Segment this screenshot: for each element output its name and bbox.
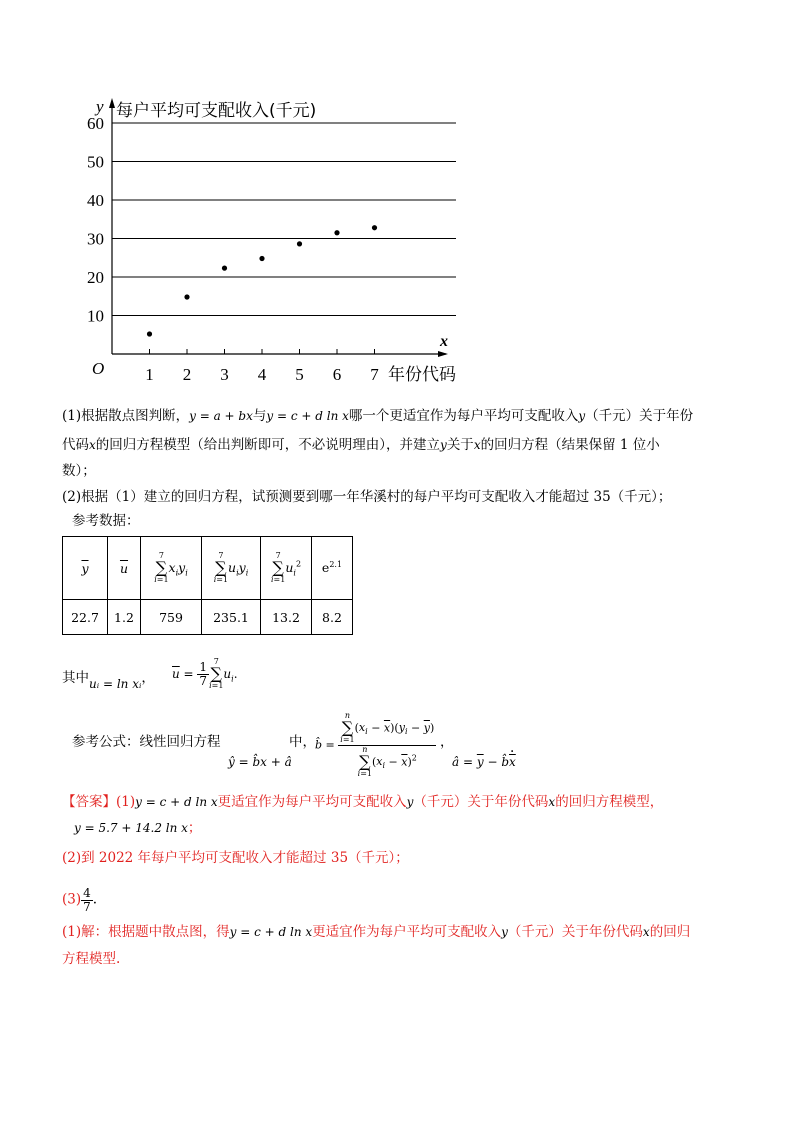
answer-tag: 【答案】: [62, 794, 116, 810]
x-tick-label: 7: [370, 365, 379, 384]
answer-part-3: (3): [62, 891, 82, 908]
solution-text-b: 更适宜作为每户平均可支配收入: [312, 924, 502, 940]
var-y: y: [501, 925, 508, 939]
y-tick-label: 20: [87, 268, 104, 287]
x-tick-label: 3: [220, 365, 229, 384]
y-tick-label: 60: [87, 114, 104, 133]
y-tick-label: 30: [87, 229, 104, 249]
y-axis-letter: y: [96, 97, 104, 116]
y-tick-label: 10: [87, 306, 104, 326]
formula-log-model: y = c + d ln x: [229, 925, 313, 939]
data-point: [147, 331, 152, 336]
answer-line-3: [62, 887, 97, 913]
where-text-c: .: [233, 666, 238, 681]
formula-log-model: y = c + d ln x: [266, 409, 349, 423]
table-header-row: [63, 537, 353, 600]
x-axis-title: 年份代码: [388, 365, 456, 385]
solution-text-a: (1)解：根据题中散点图，得: [62, 924, 230, 940]
answer-part-3-end: .: [92, 891, 98, 908]
x-tick-label: 5: [295, 365, 304, 384]
table-value-row: [63, 600, 353, 635]
table-cell: 1.2: [108, 600, 141, 635]
table-cell: 8.2: [312, 600, 353, 635]
var-y: y: [578, 409, 586, 423]
x-tick-label: 4: [257, 365, 267, 384]
q1-text-g: 关于: [446, 437, 474, 453]
header-sum-uy: 7 ∑ i=1 $u_iy_i$: [202, 537, 261, 600]
y-tick-label: 40: [87, 191, 104, 210]
answer-eq-end: ；: [187, 820, 202, 836]
formula-u-bar-def: $\overline{u}$ = $\frac{1}{7}$ 7 ∑ i=1 $u_i$.: [172, 657, 238, 691]
grid-lines: [112, 123, 456, 316]
q1-text-b: 与: [252, 408, 267, 424]
answer-text-1: 更适宜作为每户平均可支配收入: [217, 794, 407, 810]
y-axis-arrow: [109, 98, 115, 108]
origin-label: O: [92, 359, 105, 378]
table-cell: 759: [141, 600, 202, 635]
var-x: x: [89, 438, 96, 452]
x-axis-arrow: [438, 351, 448, 357]
header-u-bar: [108, 537, 141, 600]
y-axis-title: 每户平均可支配收入(千元): [116, 101, 317, 121]
answer-line-1: [62, 796, 663, 810]
table-cell: 22.7: [63, 600, 108, 635]
data-point: [259, 256, 264, 261]
reference-data-label: 参考数据：: [72, 513, 140, 529]
solution-text-d: 的回归: [649, 924, 691, 940]
answer-line-2: (2)到 2022 年每户平均可支配收入才能超过 35（千元）；: [62, 850, 409, 866]
solution-line-1: [62, 926, 690, 940]
x-tick-label: 2: [182, 365, 192, 384]
axis-labels: [92, 97, 456, 385]
scatter-chart: [80, 88, 480, 388]
answer-text-2: （千元）关于年份代码: [413, 794, 549, 810]
var-y: y: [406, 795, 414, 809]
table-cell: 13.2: [261, 600, 312, 635]
solution-text-c: （千元）关于年份代码: [507, 924, 643, 940]
formula-linear-model: y = a + bx: [189, 409, 253, 423]
data-point: [334, 230, 339, 235]
u-bar: $\overline{u}$: [119, 560, 129, 576]
q1-text-c: 哪一个更适宜作为每户平均可支配收入: [348, 408, 579, 424]
axes: [109, 98, 448, 357]
formula-text-d: .: [510, 740, 515, 756]
data-points: [147, 225, 377, 336]
formula-text-c: ，: [440, 734, 454, 750]
where-text-a: 其中: [62, 670, 89, 686]
formula-u-def: uᵢ = ln xᵢ: [89, 677, 142, 691]
data-point: [184, 294, 189, 299]
q1-text-e: 代码: [62, 437, 89, 453]
header-e-power: $e^{2.1}$: [312, 537, 353, 600]
frac-numerator: 4: [83, 886, 91, 900]
where-line: [62, 670, 155, 691]
formula-log-model: y = c + d ln x: [135, 795, 218, 809]
formula-a-hat: â = $\overline{y}$ − $b̂\overline{x}$: [452, 755, 516, 769]
header-sum-u2: 7 ∑ i=1 $u_i^2$: [261, 537, 312, 600]
q1-text-d: （千元）关于年份: [585, 408, 694, 424]
answer-equation: [74, 822, 201, 836]
var-x: x: [548, 795, 556, 809]
var-x: x: [473, 438, 481, 452]
data-point: [372, 225, 377, 230]
solution-line-2: 方程模型.: [62, 951, 121, 967]
x-tick-label: 1: [145, 365, 154, 384]
question-2: (2)根据（1）建立的回归方程，试预测要到哪一年华溪村的每户平均可支配收入才能超过 35（千元）；: [62, 489, 672, 505]
data-point: [297, 241, 302, 246]
q1-text-a: (1)根据散点图判断，: [62, 408, 190, 424]
formula-label: 参考公式：线性回归方程: [72, 734, 221, 750]
data-point: [222, 266, 227, 271]
q1-text-f: 的回归方程模型（给出判断即可，不必说明理由），并建立: [95, 437, 441, 453]
var-x: x: [642, 925, 650, 939]
var-y: y: [440, 438, 447, 452]
question-1-line-3: 数）；: [62, 463, 96, 479]
formula-b-hat: b̂ = n ∑ i=1 $(x_i - \overline{x})(y_i - \overline{y})$ n ∑ i=1 $(x_i - \overline{x})^2$: [315, 711, 435, 779]
formula-text-b: 中，: [289, 734, 316, 750]
question-1-line-1: [62, 410, 693, 424]
header-sum-xy: 7 ∑ i=1 $x_iy_i$: [141, 537, 202, 600]
reference-data-table: [62, 536, 353, 635]
answer-text-3: 的回归方程模型，: [555, 794, 664, 810]
y-bar: $\overline{y}$: [81, 560, 89, 576]
frac-denominator: 7: [83, 899, 91, 914]
question-1-line-2: [62, 439, 660, 453]
where-text-b: ，: [141, 670, 155, 686]
regression-equation: y = 5.7 + 14.2 ln x: [74, 821, 188, 835]
x-tick-label: 6: [332, 365, 342, 384]
y-tick-label: 50: [87, 152, 104, 172]
formula-regression-line: ŷ = b̂x + â: [228, 755, 292, 769]
header-y-bar: [63, 537, 108, 600]
table-cell: 235.1: [202, 600, 261, 635]
tick-labels: [87, 114, 379, 384]
x-axis-letter: x: [440, 333, 448, 350]
answer-part-1: (1): [116, 794, 136, 810]
q1-text-h: 的回归方程（结果保留 1 位小: [480, 437, 660, 453]
